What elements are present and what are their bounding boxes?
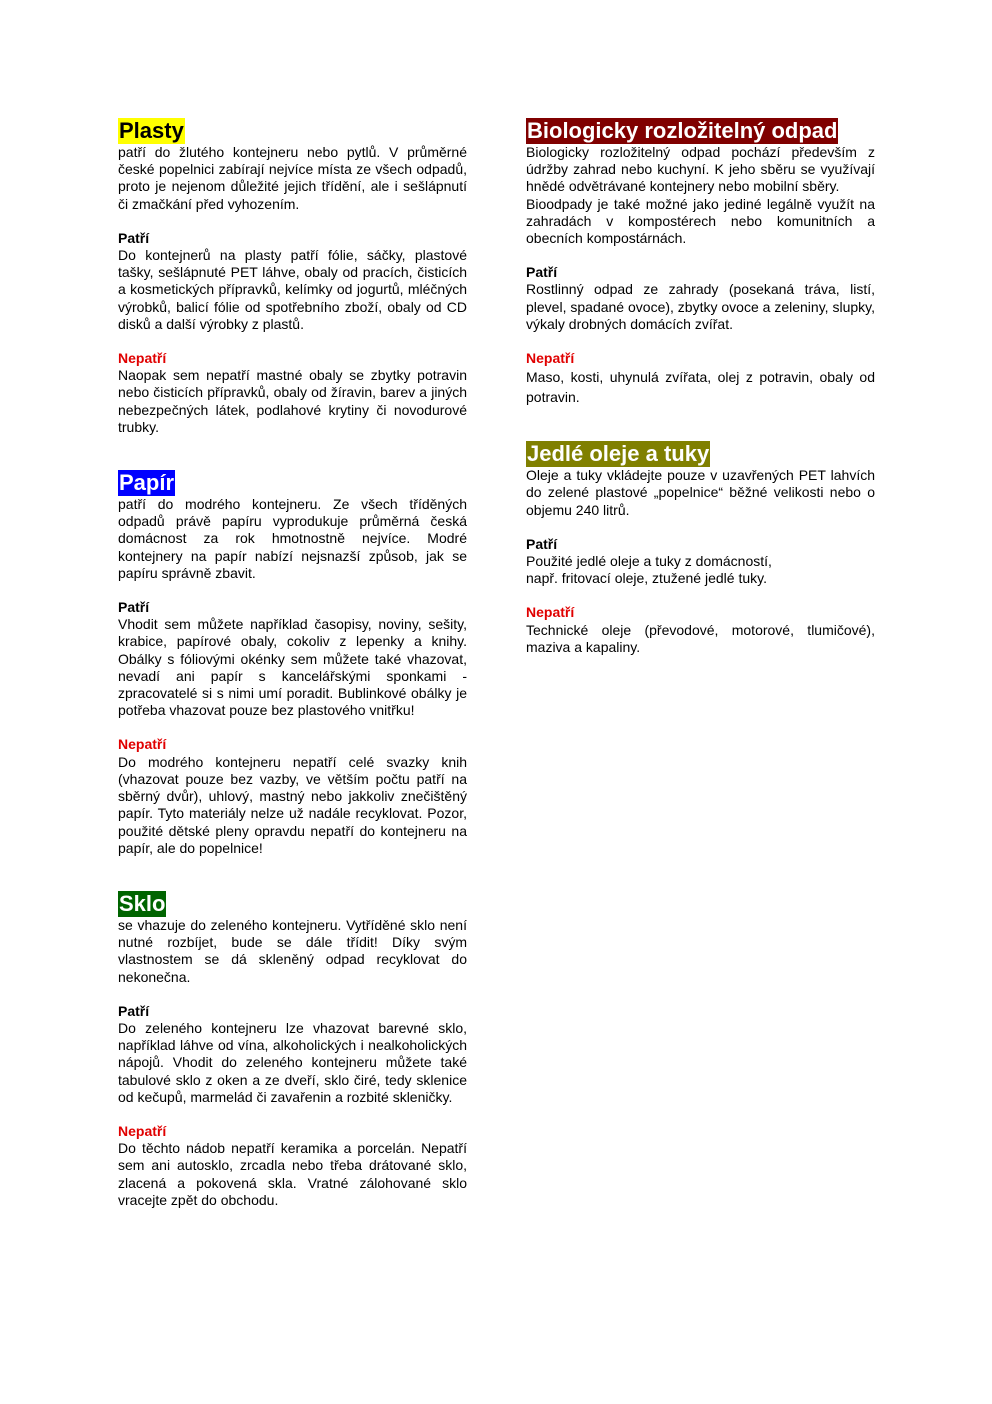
plasty-intro: patří do žlutého kontejneru nebo pytlů. V průměrné české popelnici zabírají nejvíce místa ze všech odpadů, proto je nejenom důležité jejich třídění, ale i sešlápnutí či zmačkání před vyhozením. [118, 144, 467, 212]
bio-nepatri-text: Maso, kosti, uhynulá zvířata, olej z potravin, obaly od potravin. [526, 369, 875, 406]
oleje-nepatri-text: Technické oleje (převodové, motorové, tlumičové), maziva a kapaliny. [526, 621, 875, 655]
section-bio [526, 118, 875, 407]
sklo-patri-text: Do zeleného kontejneru lze vhazovat barevné sklo, například láhve od vína, alkoholických i nealkoholických nápojů. Vhodit do zeleného kontejneru můžete také tabulové sklo z oken a ze dveří, sklo čiré, tedy sklenice od kečupů, marmelád či zavařenin a rozbité skleničky. [118, 1019, 467, 1105]
bio-patri-text: Rostlinný odpad ze zahrady (posekaná tráva, listí, plevel, spadané ovoce), zbytky ovoce a zeleniny, slupky, výkaly drobných domácích zvířat. [526, 281, 875, 332]
oleje-patri-line2: např. fritovací oleje, ztužené jedlé tuky. [526, 570, 767, 587]
papir-nepatri-label: Nepatří [118, 736, 167, 753]
heading-plasty: Plasty [119, 118, 184, 143]
papir-patri-label: Patří [118, 599, 150, 616]
papir-patri-text: Vhodit sem můžete například časopisy, noviny, sešity, krabice, papírové obaly, cokoliv z lepenky a knihy. Obálky s fóliovými okénky sem můžete také vhazovat, nevadí ani papír s kancelářskými sponkami - zpracovatelé si s nimi umí poradit. Bublinkové obálky je potřeba vhazovat pouze bez plastového vnitřku! [118, 616, 467, 719]
heading-sklo: Sklo [119, 890, 166, 916]
bio-intro: Biologicky rozložitelný odpad pochází především z údržby zahrad nebo kuchyní. K jeho sběru se využívají hnědé odvětrávané kontejnery nebo mobilní sběry. [526, 144, 875, 195]
bio-nepatri-label: Nepatří [526, 350, 575, 367]
left-column [118, 118, 467, 1243]
heading-papir: Papír [119, 470, 175, 496]
sklo-patri-label: Patří [118, 1002, 150, 1019]
bio-intro2: Bioodpady je také možné jako jediné legálně využít na zahradách v kompostérech nebo komunitních a obecních kompostárnách. [526, 195, 875, 247]
papir-intro: patří do modrého kontejneru. Ze všech tříděných odpadů právě papíru vyprodukuje průměrná česká domácnost za rok hmotnostně nejvíce. Modré kontejnery na papír nabízí nejsnazší způsob, jak se papíru správně zbavit. [118, 496, 467, 581]
papir-nepatri-text: Do modrého kontejneru nepatří celé svazky knih (vhazovat pouze bez vazby, ve větším počtu patří na sběrný dvůr), uhlový, mastný nebo jakkoliv znečištěný papír. Tyto materiály nelze už nadále recyklovat. Pozor, použité dětské pleny opravdu nepatří do kontejneru na papír, ale do popelnice! [118, 753, 467, 856]
oleje-nepatri-label: Nepatří [526, 604, 575, 621]
sklo-nepatri-label: Nepatří [118, 1122, 167, 1139]
sklo-nepatri-text: Do těchto nádob nepatří keramika a porcelán. Nepatří sem ani autosklo, zrcadla nebo třeba drátované sklo, zlacená a pokovená skla. Vratné zálohované sklo vracejte zpět do obchodu. [118, 1140, 467, 1208]
heading-bio: Biologicky rozložitelný odpad [527, 118, 838, 143]
oleje-patri-label: Patří [526, 535, 558, 552]
plasty-patri-label: Patří [118, 229, 150, 246]
right-column [526, 118, 875, 690]
plasty-nepatri-text: Naopak sem nepatří mastné obaly se zbytky potravin nebo čisticích přípravků, obaly od žíravin, barev a jiných nebezpečných látek, podlahové krytiny či novodurové trubky. [118, 367, 467, 435]
section-papir [118, 470, 467, 857]
plasty-patri-text: Do kontejnerů na plasty patří fólie, sáčky, plastové tašky, sešlápnuté PET láhve, obaly od pracích, čisticích a kosmetických přípravků, kelímky od jogurtů, mléčných výrobků, balicí fólie od spotřebního zboží, obaly od CD disků a další výrobky z plastů. [118, 247, 467, 332]
oleje-patri-line1: Použité jedlé oleje a tuky z domácností, [526, 553, 772, 570]
plasty-nepatri-label: Nepatří [118, 350, 167, 367]
section-sklo [118, 891, 467, 1209]
sklo-intro: se vhazuje do zeleného kontejneru. Vytříděné sklo není nutné rozbíjet, bude se dále třídit! Díky svým vlastnostem se dá skleněný odpad recyklovat do nekonečna. [118, 916, 467, 985]
section-oleje [526, 441, 875, 656]
heading-oleje: Jedlé oleje a tuky [527, 441, 710, 467]
oleje-intro: Oleje a tuky vkládejte pouze v uzavřených PET lahvích do zelené plastové „popelnice“ běžné velikosti nebo o objemu 240 litrů. [526, 467, 875, 518]
bio-patri-label: Patří [526, 264, 558, 281]
section-plasty [118, 118, 467, 436]
